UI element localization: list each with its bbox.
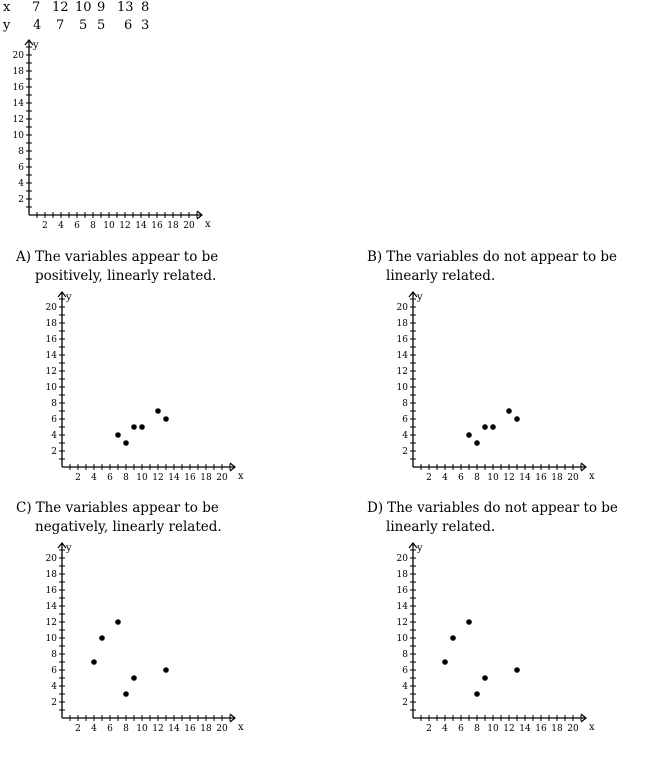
- data-point: [514, 416, 520, 422]
- y-tick-label: 12: [12, 115, 24, 125]
- x-tick-label: 14: [519, 724, 531, 734]
- table-x-value: 7: [32, 0, 41, 15]
- y-tick-label: 14: [45, 602, 57, 612]
- y-tick-label: 6: [51, 415, 57, 425]
- table-y-value: 5: [97, 18, 106, 33]
- x-tick-label: 2: [75, 724, 81, 734]
- y-tick-label: 6: [51, 666, 57, 676]
- table-y-value: 5: [79, 18, 88, 33]
- y-tick-label: 4: [51, 682, 57, 692]
- x-tick-label: 18: [200, 473, 212, 483]
- option-b-scatter-plot[interactable]: [384, 286, 614, 488]
- x-tick-label: 10: [487, 473, 499, 483]
- y-tick-label: 18: [396, 319, 408, 329]
- y-tick-label: 18: [12, 67, 24, 77]
- option-text-line1: The variables do not appear to be: [387, 500, 618, 516]
- table-x-value: 10: [75, 0, 92, 15]
- x-tick-label: 8: [474, 473, 480, 483]
- x-tick-label: 20: [567, 724, 579, 734]
- data-point: [139, 424, 145, 430]
- x-tick-label: 6: [458, 724, 464, 734]
- x-tick-label: 14: [168, 473, 180, 483]
- x-tick-label: 18: [551, 724, 563, 734]
- data-point: [131, 675, 137, 681]
- x-tick-label: 2: [42, 221, 48, 231]
- x-tick-label: 6: [458, 473, 464, 483]
- y-tick-label: 10: [45, 383, 57, 393]
- y-tick-label: 12: [396, 618, 408, 628]
- data-point: [514, 667, 520, 673]
- option-text-line1: The variables appear to be: [35, 249, 219, 265]
- table-x-label: x: [3, 0, 11, 15]
- x-tick-label: 10: [103, 221, 115, 231]
- table-y-value: 7: [56, 18, 65, 33]
- option-c-label[interactable]: [16, 499, 222, 537]
- y-tick-label: 16: [396, 586, 408, 596]
- x-tick-label: 8: [123, 473, 129, 483]
- table-x-value: 12: [52, 0, 69, 15]
- table-y-value: 6: [124, 18, 133, 33]
- y-tick-label: 8: [51, 399, 57, 409]
- y-tick-label: 20: [396, 554, 408, 564]
- data-point: [466, 619, 472, 625]
- y-tick-label: 16: [12, 83, 24, 93]
- table-x-value: 8: [141, 0, 150, 15]
- x-tick-label: 20: [216, 724, 228, 734]
- x-axis-label: x: [238, 471, 244, 482]
- x-tick-label: 4: [442, 724, 448, 734]
- option-text-line1: The variables do not appear to be: [386, 249, 618, 265]
- y-axis-label: y: [66, 543, 72, 554]
- y-tick-label: 8: [51, 650, 57, 660]
- x-tick-label: 4: [58, 221, 64, 231]
- option-b-label[interactable]: [367, 248, 617, 286]
- x-tick-label: 6: [107, 724, 113, 734]
- x-tick-label: 6: [107, 473, 113, 483]
- x-tick-label: 12: [119, 221, 131, 231]
- x-tick-label: 20: [567, 473, 579, 483]
- option-c-scatter-plot[interactable]: [33, 537, 263, 739]
- data-point: [482, 424, 488, 430]
- y-tick-label: 2: [402, 698, 408, 708]
- data-point: [482, 675, 488, 681]
- y-tick-label: 4: [18, 179, 24, 189]
- x-tick-label: 14: [519, 473, 531, 483]
- data-point: [442, 659, 448, 665]
- y-tick-label: 4: [51, 431, 57, 441]
- x-tick-label: 20: [183, 221, 195, 231]
- y-tick-label: 8: [18, 147, 24, 157]
- y-tick-label: 14: [45, 351, 57, 361]
- y-tick-label: 20: [12, 51, 24, 61]
- option-letter: A): [16, 249, 32, 265]
- data-point: [123, 440, 129, 446]
- y-tick-label: 14: [396, 602, 408, 612]
- y-tick-label: 18: [45, 570, 57, 580]
- x-tick-label: 8: [90, 221, 96, 231]
- option-d-scatter-plot[interactable]: [384, 537, 614, 739]
- table-row-x: [0, 0, 200, 18]
- data-point: [490, 424, 496, 430]
- option-letter: C): [16, 500, 32, 516]
- y-axis-label: y: [66, 292, 72, 303]
- y-axis-label: y: [33, 40, 39, 51]
- data-point: [163, 416, 169, 422]
- x-axis-label: x: [589, 471, 595, 482]
- x-tick-label: 16: [184, 724, 196, 734]
- y-tick-label: 2: [51, 698, 57, 708]
- x-tick-label: 2: [75, 473, 81, 483]
- y-tick-label: 20: [45, 554, 57, 564]
- data-point: [131, 424, 137, 430]
- y-tick-label: 10: [396, 383, 408, 393]
- x-tick-label: 18: [551, 473, 563, 483]
- y-tick-label: 12: [396, 367, 408, 377]
- data-point: [466, 432, 472, 438]
- x-tick-label: 10: [136, 724, 148, 734]
- data-point: [99, 635, 105, 641]
- y-tick-label: 4: [402, 682, 408, 692]
- y-tick-label: 20: [396, 303, 408, 313]
- x-tick-label: 12: [152, 724, 164, 734]
- table-y-label: y: [3, 18, 11, 33]
- data-point: [123, 691, 129, 697]
- y-tick-label: 16: [45, 335, 57, 345]
- x-tick-label: 18: [200, 724, 212, 734]
- data-point: [163, 667, 169, 673]
- y-tick-label: 8: [402, 399, 408, 409]
- x-tick-label: 16: [151, 221, 163, 231]
- y-tick-label: 8: [402, 650, 408, 660]
- y-tick-label: 6: [18, 163, 24, 173]
- x-tick-label: 2: [426, 473, 432, 483]
- y-tick-label: 10: [396, 634, 408, 644]
- x-tick-label: 14: [168, 724, 180, 734]
- x-tick-label: 12: [152, 473, 164, 483]
- y-tick-label: 18: [396, 570, 408, 580]
- option-letter: D): [367, 500, 384, 516]
- table-y-value: 4: [33, 18, 42, 33]
- option-letter: B): [367, 249, 383, 265]
- x-tick-label: 16: [184, 473, 196, 483]
- option-d-label[interactable]: [367, 499, 618, 537]
- y-tick-label: 4: [402, 431, 408, 441]
- x-tick-label: 8: [123, 724, 129, 734]
- table-x-value: 9: [97, 0, 106, 15]
- y-tick-label: 16: [396, 335, 408, 345]
- data-point: [474, 440, 480, 446]
- y-tick-label: 14: [396, 351, 408, 361]
- x-tick-label: 2: [426, 724, 432, 734]
- data-point: [155, 408, 161, 414]
- x-tick-label: 10: [487, 724, 499, 734]
- y-tick-label: 6: [402, 666, 408, 676]
- y-axis-label: y: [417, 292, 423, 303]
- option-a-scatter-plot[interactable]: [33, 286, 263, 488]
- data-point: [450, 635, 456, 641]
- y-tick-label: 12: [45, 367, 57, 377]
- option-text-line1: The variables appear to be: [35, 500, 219, 516]
- x-tick-label: 4: [91, 473, 97, 483]
- x-tick-label: 10: [136, 473, 148, 483]
- y-tick-label: 2: [51, 447, 57, 457]
- data-point: [474, 691, 480, 697]
- y-tick-label: 2: [402, 447, 408, 457]
- x-tick-label: 18: [167, 221, 179, 231]
- data-point: [115, 432, 121, 438]
- x-tick-label: 16: [535, 473, 547, 483]
- y-tick-label: 10: [45, 634, 57, 644]
- y-tick-label: 2: [18, 195, 24, 205]
- blank-scatter-plot: [0, 34, 230, 236]
- option-text-line2: linearly related.: [386, 519, 496, 535]
- option-text-line2: negatively, linearly related.: [35, 519, 222, 535]
- data-point: [115, 619, 121, 625]
- y-tick-label: 10: [12, 131, 24, 141]
- y-tick-label: 16: [45, 586, 57, 596]
- x-tick-label: 16: [535, 724, 547, 734]
- y-tick-label: 6: [402, 415, 408, 425]
- data-point: [91, 659, 97, 665]
- y-tick-label: 14: [12, 99, 24, 109]
- y-tick-label: 12: [45, 618, 57, 628]
- x-tick-label: 8: [474, 724, 480, 734]
- y-tick-label: 20: [45, 303, 57, 313]
- x-tick-label: 6: [74, 221, 80, 231]
- x-axis-label: x: [589, 722, 595, 733]
- x-axis-label: x: [238, 722, 244, 733]
- table-x-value: 13: [117, 0, 134, 15]
- x-tick-label: 4: [442, 473, 448, 483]
- x-tick-label: 4: [91, 724, 97, 734]
- x-tick-label: 12: [503, 724, 515, 734]
- option-a-label[interactable]: [16, 248, 218, 286]
- option-text-line2: linearly related.: [386, 268, 496, 284]
- table-y-value: 3: [141, 18, 150, 33]
- x-tick-label: 12: [503, 473, 515, 483]
- data-point: [506, 408, 512, 414]
- option-text-line2: positively, linearly related.: [35, 268, 217, 284]
- y-tick-label: 18: [45, 319, 57, 329]
- x-tick-label: 20: [216, 473, 228, 483]
- y-axis-label: y: [417, 543, 423, 554]
- x-tick-label: 14: [135, 221, 147, 231]
- x-axis-label: x: [205, 219, 211, 230]
